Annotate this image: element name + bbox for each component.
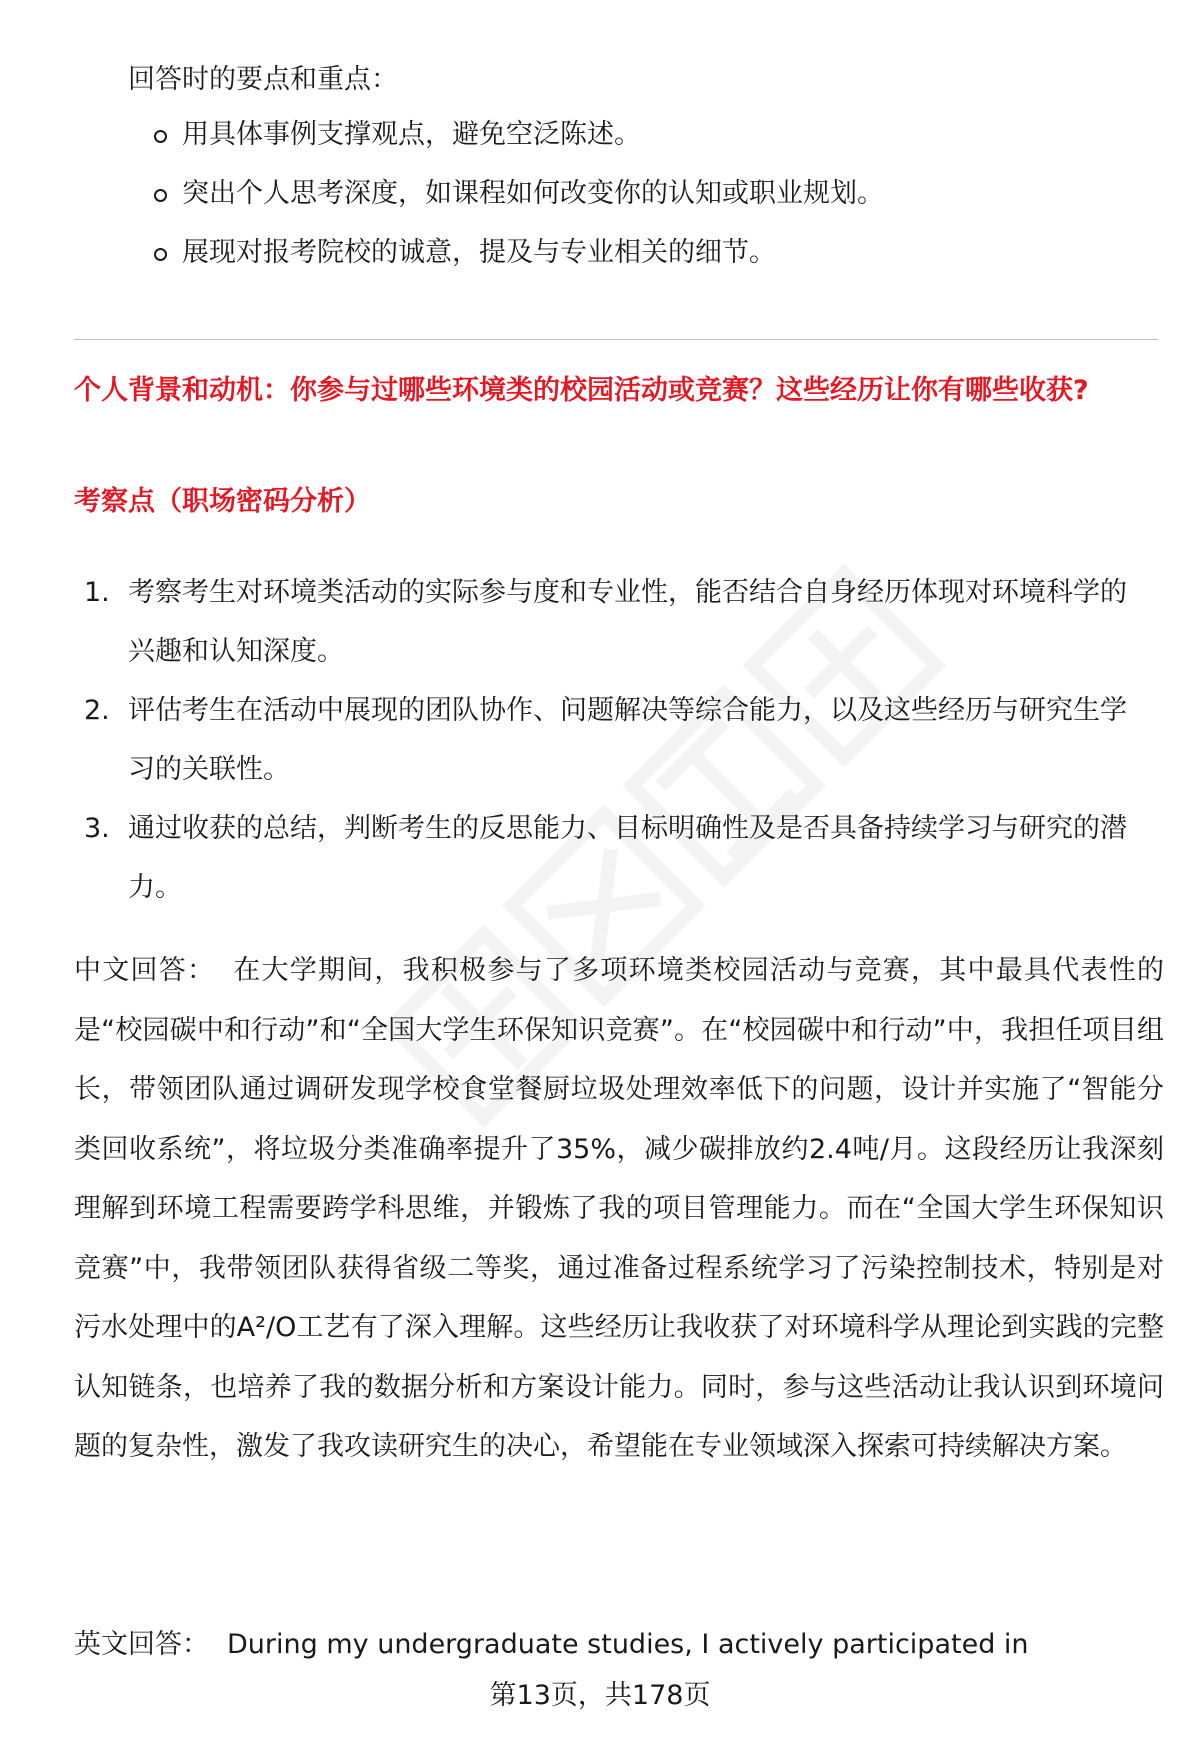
bullet-circle-icon [154, 248, 167, 261]
analysis-points-list [84, 563, 1144, 917]
list-item-number: 1. [84, 577, 110, 608]
bullet-circle-icon [154, 189, 167, 202]
english-answer-label: 英文回答： [74, 1629, 209, 1660]
chinese-answer-paragraph [74, 941, 1164, 1477]
bullet-circle-icon [154, 130, 167, 143]
list-item [84, 681, 1144, 799]
list-item-number: 2. [84, 695, 110, 726]
list-item [84, 563, 1144, 681]
section-divider [74, 339, 1158, 340]
list-item-text: 展现对报考院校的诚意，提及与专业相关的细节。 [182, 237, 776, 268]
question-heading: 个人背景和动机：你参与过哪些环境类的校园活动或竞赛？这些经历让你有哪些收获? [74, 375, 1089, 406]
page-number-footer: 第13页，共178页 [489, 1680, 711, 1711]
list-item-number: 3. [84, 813, 110, 844]
analysis-title: 考察点（职场密码分析） [74, 486, 371, 517]
list-item-text: 通过收获的总结，判断考生的反思能力、目标明确性及是否具备持续学习与研究的潜力。 [128, 813, 1127, 903]
tips-heading: 回答时的要点和重点： [128, 64, 398, 95]
tips-list [150, 115, 884, 292]
list-item [84, 799, 1144, 917]
chinese-answer-label: 中文回答： [74, 955, 216, 986]
list-item-text: 考察考生对环境类活动的实际参与度和专业性，能否结合自身经历体现对环境科学的兴趣和认知深度。 [128, 577, 1127, 667]
chinese-answer-text: 在大学期间，我积极参与了多项环境类校园活动与竞赛，其中最具代表性的是“校园碳中和行动”和“全国大学生环保知识竞赛”。在“校园碳中和行动”中，我担任项目组长，带领团队通过调研发现学校食堂餐厨垃圾处理效率低下的问题，设计并实施了“智能分类回收系统”，将垃圾分类准确率提升了35%，减少碳排放约2.4吨/月。这段经历让我深刻理解到环境工程需要跨学科思维，并锻炼了我的项目管理能力。而在“全国大学生环保知识竞赛”中，我带领团队获得省级二等奖，通过准备过程系统学习了污染控制技术，特别是对污水处理中的A²/O工艺有了深入理解。这些经历让我收获了对环境科学从理论到实践的完整认知链条，也培养了我的数据分析和方案设计能力。同时，参与这些活动让我认识到环境问题的复杂性，激发了我攻读研究生的决心，希望能在专业领域深入探索可持续解决方案。 [74, 955, 1165, 1462]
english-answer-text: During my undergraduate studies, I actively participated in [227, 1629, 1029, 1660]
list-item-text: 评估考生在活动中展现的团队协作、问题解决等综合能力，以及这些经历与研究生学习的关联性。 [128, 695, 1127, 785]
list-item [150, 174, 884, 233]
list-item-text: 用具体事例支撑观点，避免空泛陈述。 [182, 119, 641, 150]
list-item [150, 233, 884, 292]
english-answer-paragraph [74, 1625, 1164, 1665]
list-item-text: 突出个人思考深度，如课程如何改变你的认知或职业规划。 [182, 178, 884, 209]
list-item [150, 115, 884, 174]
